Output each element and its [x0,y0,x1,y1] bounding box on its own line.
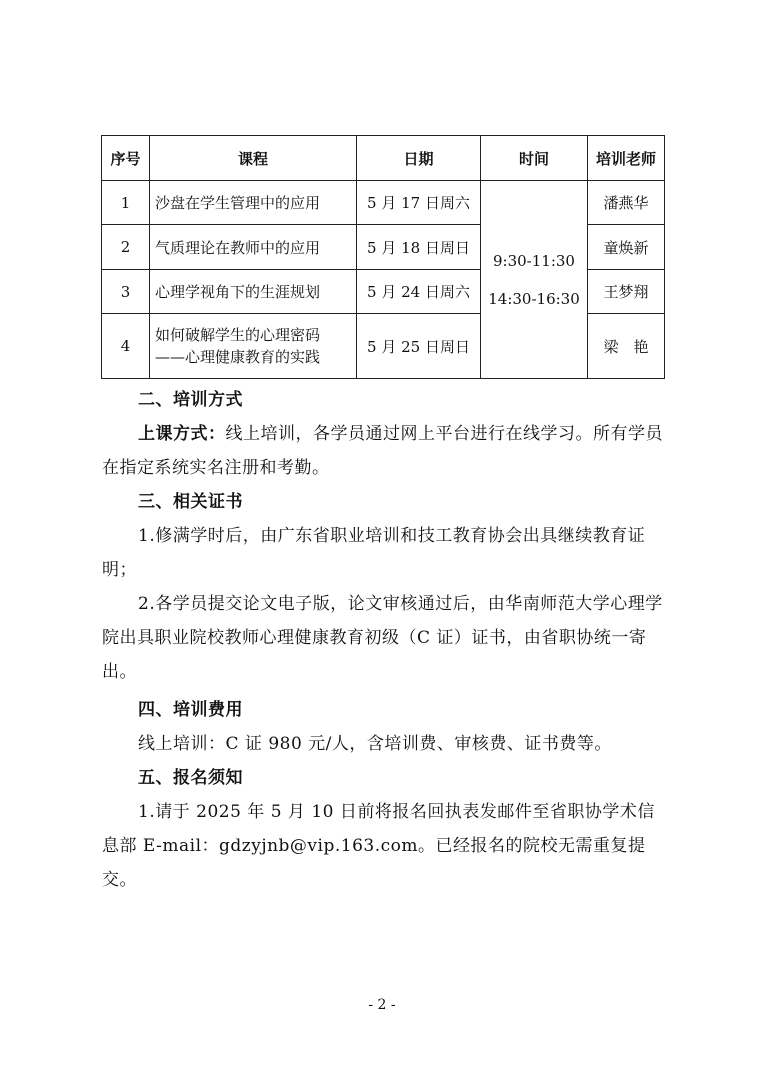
time-afternoon: 14:30-16:30 [488,289,580,308]
row-number: 3 [102,270,150,314]
teacher-name: 童焕新 [588,225,665,270]
section-heading: 三、相关证书 [138,492,243,512]
section-paragraph [102,417,666,485]
header-date: 日期 [357,136,481,181]
section-heading: 五、报名须知 [138,768,243,788]
paragraph-text: 线上培训，各学员通过网上平台进行在线学习。所有学员在指定系统实名注册和考勤。 [102,424,663,478]
section-heading: 四、培训费用 [138,700,243,720]
section-training-method [102,383,666,485]
lead-label: 上课方式： [138,424,226,444]
course-name-line2: ——心理健康教育的实践 [155,348,321,366]
header-teacher: 培训老师 [588,136,665,181]
header-time: 时间 [481,136,588,181]
time-morning: 9:30-11:30 [493,251,575,270]
course-date: 5 月 18 日周日 [357,225,481,270]
section-certificates [102,485,666,689]
section-paragraph: 1.请于 2025 年 5 月 10 日前将报名回执表发邮件至省职协学术信息部 E-mail：gdzyjnb@vip.163.com。已经报名的院校无需重复提交。 [102,802,655,890]
course-date: 5 月 25 日周日 [357,314,481,379]
course-date: 5 月 24 日周六 [357,270,481,314]
section-paragraph: 2.各学员提交论文电子版，论文审核通过后，由华南师范大学心理学院出具职业院校教师心理健康教育初级（C 证）证书，由省职协统一寄出。 [102,594,663,682]
row-number: 1 [102,181,150,225]
course-name-line1: 如何破解学生的心理密码 [155,326,321,344]
course-name: 沙盘在学生管理中的应用 [150,181,357,225]
row-number: 2 [102,225,150,270]
section-registration [102,761,666,897]
course-schedule-table [101,135,665,379]
course-name: 心理学视角下的生涯规划 [150,270,357,314]
row-number: 4 [102,314,150,379]
section-fees [102,693,666,761]
section-heading: 二、培训方式 [138,390,243,410]
section-paragraph: 线上培训：C 证 980 元/人，含培训费、审核费、证书费等。 [138,734,612,754]
table-header-row [102,136,665,181]
course-name: 气质理论在教师中的应用 [150,225,357,270]
section-paragraph: 1.修满学时后，由广东省职业培训和技工教育协会出具继续教育证明； [102,526,646,580]
course-date: 5 月 17 日周六 [357,181,481,225]
teacher-name: 王梦翔 [588,270,665,314]
table-row [102,181,665,225]
teacher-name: 潘燕华 [588,181,665,225]
header-no: 序号 [102,136,150,181]
course-time [481,181,588,379]
header-course: 课程 [150,136,357,181]
page-number: - 2 - [368,997,396,1013]
course-name [150,314,357,379]
teacher-name: 梁 艳 [588,314,665,379]
